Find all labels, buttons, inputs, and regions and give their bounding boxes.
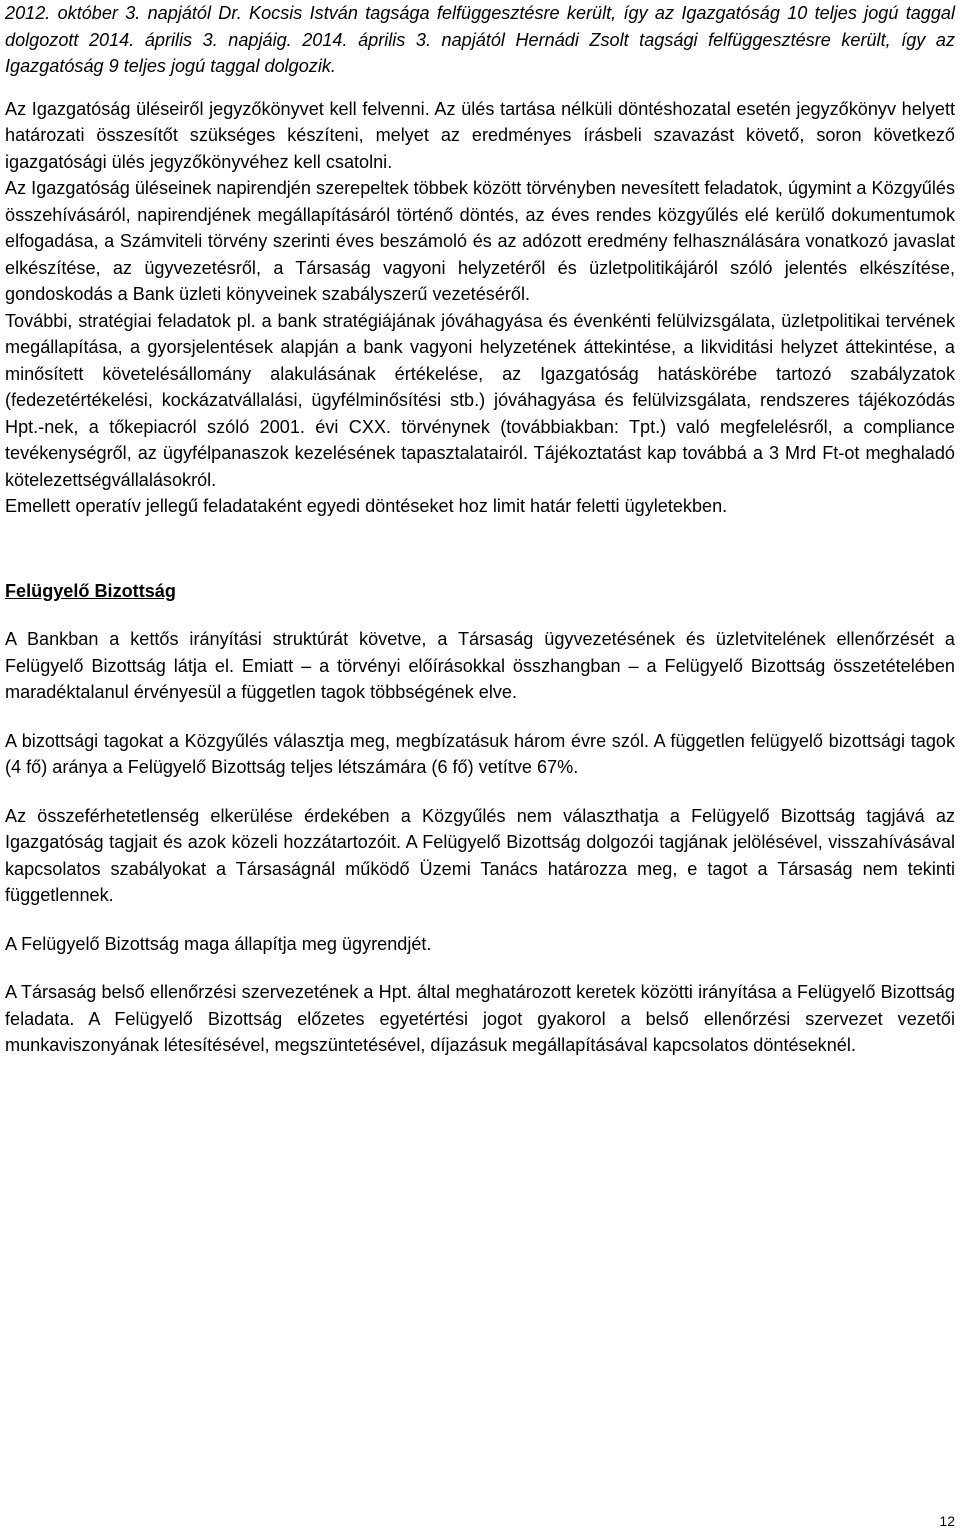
board-agenda-paragraph: Az Igazgatóság üléseinek napirendjén szerepeltek többek között törvényben nevesített feladatok, úgymint a Közgyűlés összehívásáról, napirendjének megállapításáról történő döntés, az éves rendes közgyűlés elé kerülő dokumentumok elfogadása, a Számviteli törvény szerinti éves beszámoló és az adózott eredmény felhasználására vonatkozó javaslat elkészítése, az ügyvezetésről, a Társaság vagyoni helyzetéről és üzletpolitikájáról szóló jelentés elkészítése, gondoskodás a Bank üzleti könyveinek szabályszerű vezetéséről. [5, 178, 955, 304]
supervisory-conflict-paragraph: Az összeférhetetlenség elkerülése érdekében a Közgyűlés nem választhatja a Felügyelő Bizottság tagjává az Igazgatóság tagjait és azok közeli hozzátartozóit. A Felügyelő Bizottság dolgozói tagjának jelölésével, visszahívásával kapcsolatos szabályokat a Társaságnál működő Üzemi Tanács határozza meg, e tagot a Társaság nem tekinti függetlennek. [5, 805, 955, 905]
supervisory-rules-paragraph: A Felügyelő Bizottság maga állapítja meg ügyrendjét. [5, 933, 432, 954]
board-strategic-paragraph: További, stratégiai feladatok pl. a bank stratégiájának jóváhagyása és évenkénti felülvizsgálata, üzletpolitikai tervének megállapítása, a gyorsjelentések alapján a bank vagyoni helyzetének áttekintése, a likviditási helyzet áttekintése, a minősített követelésállomány alakulásának értékelése, az Igazgatóság hatáskörébe tartozó szabályzatok (fedezetértékelési, kockázatvállalási, ügyfélminősítési stb.) jóváhagyása és felülvizsgálata, rendszeres tájékozódás Hpt.-nek, a tőkepiacról szóló 2001. évi CXX. törvénynek (továbbiakban: Tpt.) való megfelelésről, a compliance tevékenységről, az ügyfélpanaszok kezelésének tapasztalatairól. Tájékoztatást kap továbbá a 3 Mrd Ft-ot meghaladó kötelezettségvállalásokról. [5, 310, 955, 490]
supervisory-structure-paragraph: A Bankban a kettős irányítási struktúrát követve, a Társaság ügyvezetésének és üzletvitelének ellenőrzését a Felügyelő Bizottság látja el. Emiatt – a törvényi előírásokkal összhangban – a Felügyelő Bizottság összetételében maradéktalanul érvényesül a független tagok többségének elve. [5, 629, 955, 702]
board-operative-paragraph: Emellett operatív jellegű feladataként egyedi döntéseket hoz limit határ feletti ügyletekben. [5, 496, 728, 516]
document-page [5, 0, 955, 1059]
board-minutes-paragraph: Az Igazgatóság üléseiről jegyzőkönyvet kell felvenni. Az ülés tartása nélküli döntéshozatal esetén jegyzőkönyv helyett határozati összesítőt szükséges készíteni, melyet az eredményes írásbeli szavazást követő, soron következő igazgatósági ülés jegyzőkönyvéhez kell csatolni. [5, 98, 955, 172]
intro-paragraph: 2012. október 3. napjától Dr. Kocsis István tagsága felfüggesztésre került, így az Igazgatóság 10 teljes jogú taggal dolgozott 2014. április 3. napjáig. 2014. április 3. napjától Hernádi Zsolt tagsági felfüggesztésre került, így az Igazgatóság 9 teljes jogú taggal dolgozik. [5, 3, 955, 76]
section-heading: Felügyelő Bizottság [5, 580, 176, 601]
supervisory-audit-paragraph: A Társaság belső ellenőrzési szervezetének a Hpt. által meghatározott keretek közötti irányítása a Felügyelő Bizottság feladata. A Felügyelő Bizottság előzetes egyetértési jogot gyakorol a belső ellenőrzési szervezet vezetői munkaviszonyának létesítésével, megszüntetésével, díjazásuk megállapításával kapcsolatos döntéseknél. [5, 982, 955, 1055]
supervisory-members-paragraph: A bizottsági tagokat a Közgyűlés választja meg, megbízatásuk három évre szól. A független felügyelő bizottsági tagok (4 fő) aránya a Felügyelő Bizottság teljes létszámára (6 fő) vetítve 67%. [5, 730, 955, 777]
page-number: 12 [939, 1513, 955, 1529]
